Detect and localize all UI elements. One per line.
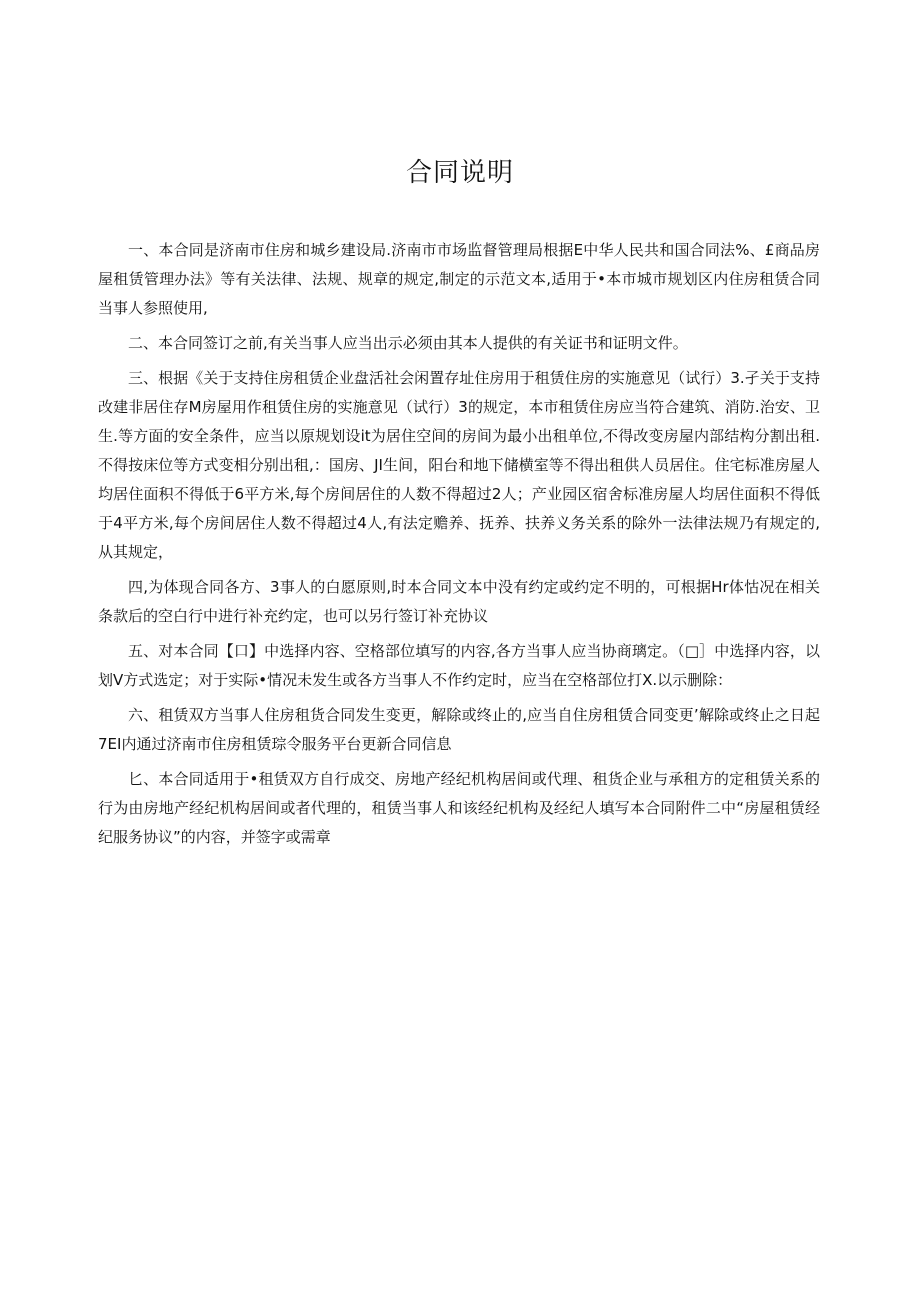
clause-2: 二、本合同签订之前,有关当事人应当出示必须由其本人提供的有关证书和证明文件。 xyxy=(128,334,688,352)
clause-6: 六、租赁双方当事人住房租货合同发生变更，解除或终止的,应当自住房租赁合同变更’解除或终止之日起7EI内通过济南市住房租赁琮令服务平台更新合同信息 xyxy=(98,706,820,753)
clause-5: 五、对本合同【口】中选择内容、空格部位填写的内容,各方当事人应当协商璃定。（□］中选择内容，以划V方式选定；对于实际•情况未发生或各方当事人不作约定时，应当在空格部位打X.以示删除： xyxy=(98,642,820,689)
clause-7: 匕、本合同适用于•租赁双方自行成交、房地产经纪机构居间或代理、租货企业与承租方的定租赁关系的行为由房地产经纪机构居间或者代理的，租赁当事人和该经纪机构及经纪人填写本合同附件二中“房屋租赁经纪服务协议”的内容，并签字或需章 xyxy=(98,770,820,846)
clause-3: 三、根据《关于支持住房租赁企业盘活社会闲置存址住房用于租赁住房的实施意见（试行）3.孑关于支持改建非居住存M房屋用作租赁住房的实施意见（试行）3的规定，本市租赁住房应当符合建筑、消防.治安、卫生.等方面的安全条件，应当以原规划设it为居住空间的房间为最小出租单位,不得改变房屋内部结构分割出租.不得按床位等方式变相分别出租,：国房、JI生间，阳台和地下储横室等不得出租供人员居住。住宅标准房屋人均居住面积不得低于6平方米,每个房间居住的人数不得超过2人；产业园区宿舍标准房屋人均居住面积不得低于4平方米,每个房间居住人数不得超过4人,有法定赡养、抚养、扶养义务关系的除外一法律法规乃有规定的,从其规定， xyxy=(98,369,820,561)
clause-4: 四,为体现合同各方、3事人的白愿原则,时本合同文本中没有约定或约定不明的，可根据Hr体怙况在相关条款后的空白行中进行补充约定，也可以另行签订补充协议 xyxy=(98,578,820,625)
document-title: 合同说明 xyxy=(405,158,514,188)
document-body xyxy=(98,236,820,858)
clause-1: 一、本合同是济南市住房和城乡建设局.济南市市场监督管理局根据E中华人民共和国合同法%、£商品房屋租赁管理办法》等有关法律、法规、规章的规定,制定的示范文本,适用于•本市城市规划区内住房租赁合同当事人参照使用, xyxy=(98,241,820,317)
